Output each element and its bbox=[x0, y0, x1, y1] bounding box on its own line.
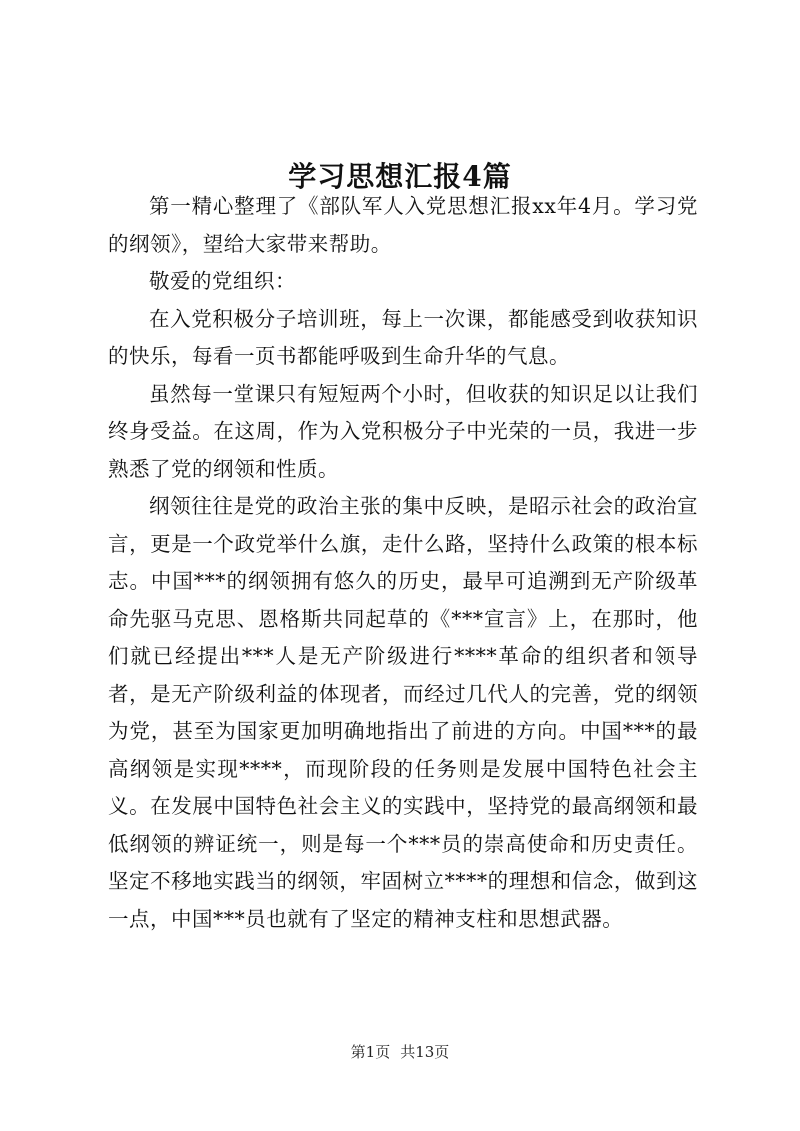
page-number: 第1页 bbox=[350, 1043, 391, 1061]
page-footer bbox=[0, 1042, 800, 1062]
paragraph-salutation: 敬爱的党组织： bbox=[149, 269, 296, 293]
document-title: 学习思想汇报4篇 bbox=[288, 159, 512, 193]
paragraph-training: 在入党积极分子培训班，每上一次课，都能感受到收获知识的快乐，每看一页书都能呼吸到生命升华的气息。 bbox=[108, 306, 698, 368]
paragraph-program: 纲领往往是党的政治主张的集中反映，是昭示社会的政治宣言，更是一个政党举什么旗，走什么路，坚持什么政策的根本标志。中国***的纲领拥有悠久的历史，最早可追溯到无产阶级革命先驱马克思、恩格斯共同起草的《***宣言》上，在那时，他们就已经提出***人是无产阶级进行****革命的组织者和领导者，是无产阶级利益的体现者，而经过几代人的完善，党的纲领为党，甚至为国家更加明确地指出了前进的方向。中国***的最高纲领是实现****，而现阶段的任务则是发展中国特色社会主义。在发展中国特色社会主义的实践中，坚持党的最高纲领和最低纲领的辨证统一，则是每一个***员的崇高使命和历史责任。坚定不移地实践当的纲领，牢固树立****的理想和信念，做到这一点，中国***员也就有了坚定的精神支柱和思想武器。 bbox=[108, 494, 698, 931]
page-total: 共13页 bbox=[400, 1043, 450, 1061]
paragraph-benefit: 虽然每一堂课只有短短两个小时，但收获的知识足以让我们终身受益。在这周，作为入党积极分子中光荣的一员，我进一步熟悉了党的纲领和性质。 bbox=[108, 381, 698, 481]
paragraph-intro: 第一精心整理了《部队军人入党思想汇报xx年4月。学习党的纲领》，望给大家带来帮助。 bbox=[108, 194, 698, 256]
document-body bbox=[108, 188, 698, 938]
